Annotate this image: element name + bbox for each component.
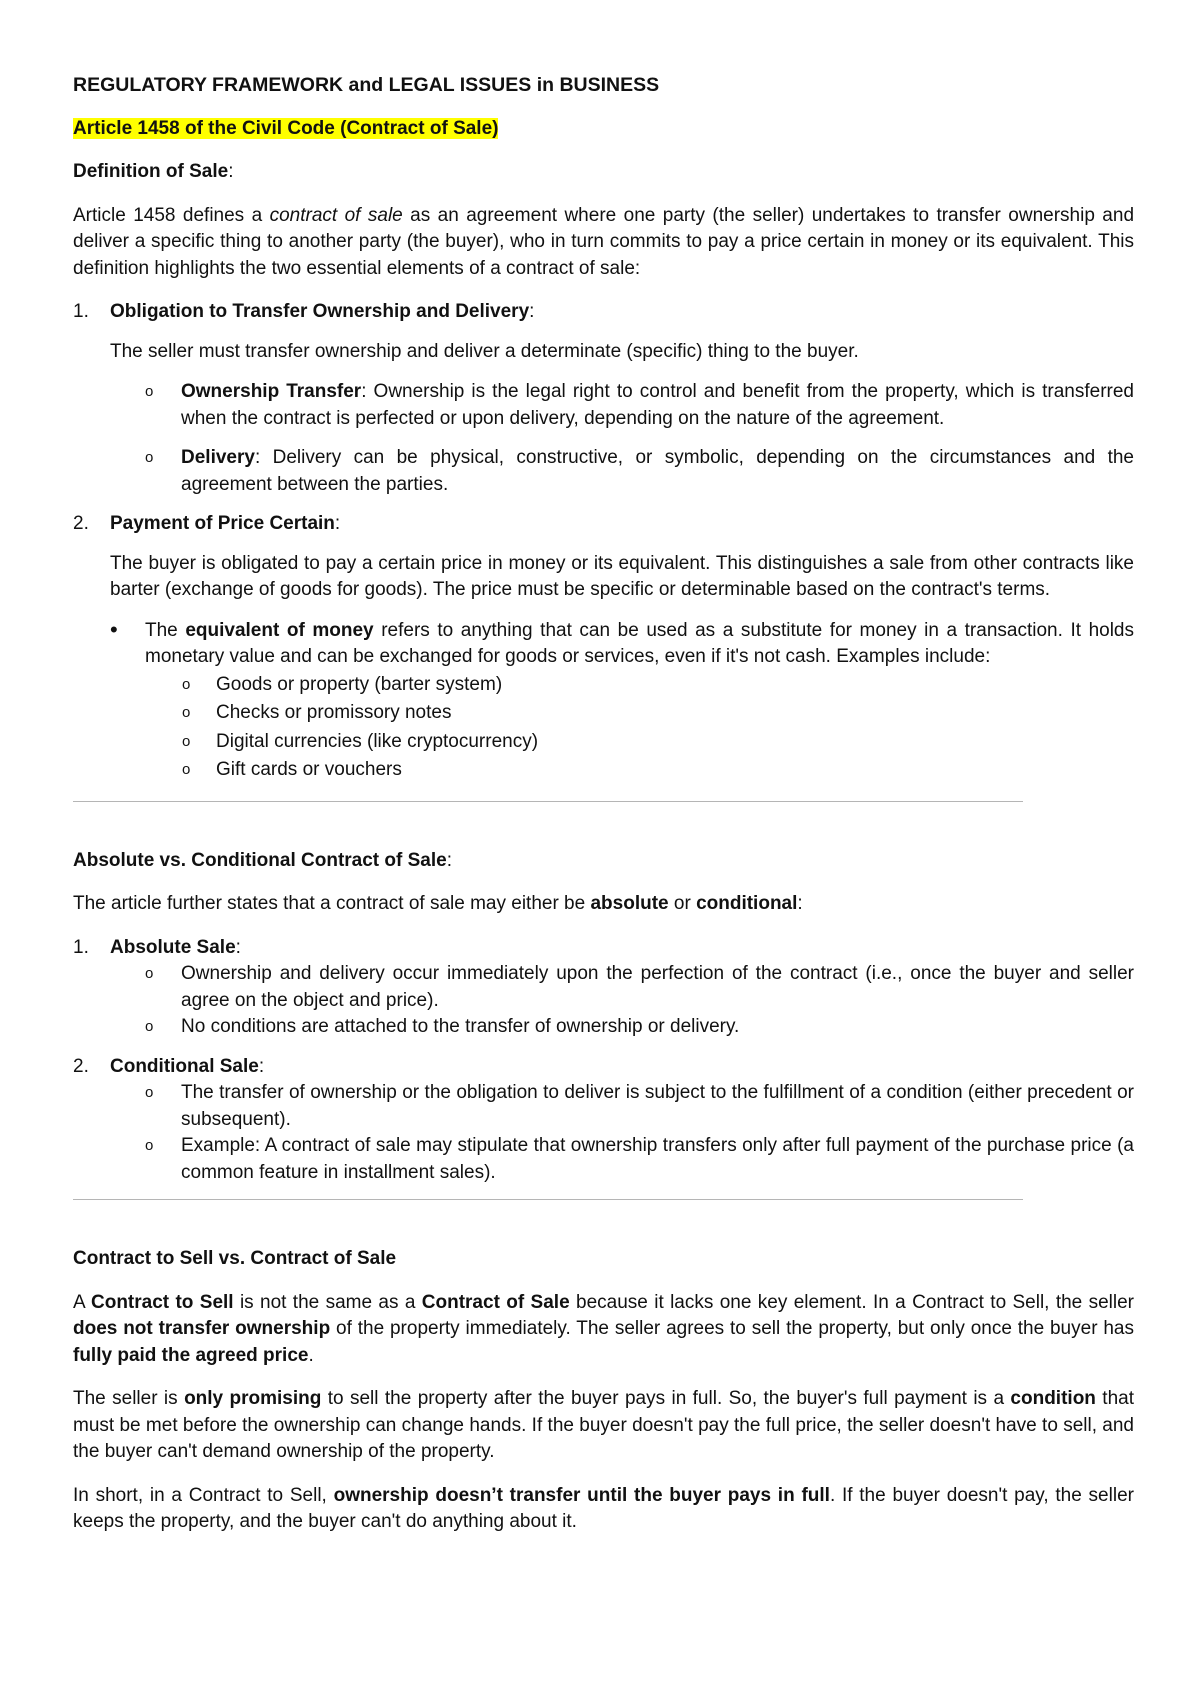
circle-bullet-icon: o	[182, 732, 191, 750]
list-item: o The transfer of ownership or the obligation to deliver is subject to the fulfillment of a condition (either precedent or subsequent).	[73, 1080, 1134, 1133]
element-1-heading: 1. Obligation to Transfer Ownership and Delivery:	[73, 301, 535, 322]
document-title: REGULATORY FRAMEWORK and LEGAL ISSUES in BUSINESS	[73, 74, 660, 96]
circle-bullet-icon: o	[145, 1137, 154, 1154]
highlighted-article-title: Article 1458 of the Civil Code (Contract of Sale)	[73, 117, 499, 139]
absolute-conditional-heading: Absolute vs. Conditional Contract of Sale:	[73, 849, 452, 871]
contract-to-sell-paragraph-2: The seller is only promising to sell the property after the buyer pays in full. So, the buyer's full payment is a condition that must be met before the ownership can change hands. If the buyer doesn't pay the full price, the seller doesn't have to sell, and the buyer can't demand ownership of the property.	[73, 1388, 1134, 1462]
circle-bullet-icon: o	[145, 965, 154, 982]
absolute-conditional-intro: The article further states that a contract of sale may either be absolute or conditional:	[73, 893, 803, 914]
circle-bullet-icon: o	[145, 1018, 154, 1035]
element-2-text: The buyer is obligated to pay a certain price in money or its equivalent. This distinguishes a sale from other contracts like barter (exchange of goods for goods). The price must be specific or determinable based on the contract's terms.	[110, 552, 1134, 600]
list-item: o Ownership and delivery occur immediately upon the perfection of the contract (i.e., once the buyer and seller agree on the object and price).	[73, 961, 1134, 1014]
circle-bullet-icon: o	[145, 383, 154, 400]
list-item: o No conditions are attached to the transfer of ownership or delivery.	[73, 1014, 1134, 1041]
bullet-icon: •	[110, 616, 118, 642]
article-heading	[73, 116, 1134, 143]
circle-bullet-icon: o	[145, 449, 154, 466]
element-2-heading: 2. Payment of Price Certain:	[73, 513, 341, 534]
contract-to-sell-paragraph-3: In short, in a Contract to Sell, ownership doesn’t transfer until the buyer pays in full. If the buyer doesn't pay, the seller keeps the property, and the buyer can't do anything about it.	[73, 1484, 1134, 1532]
list-item: o Ownership Transfer: Ownership is the legal right to control and benefit from the property, which is transferred when the contract is perfected or upon delivery, depending on the nature of the agreement.	[73, 379, 1134, 432]
list-item: o Example: A contract of sale may stipulate that ownership transfers only after full payment of the purchase price (a common feature in installment sales).	[73, 1133, 1134, 1186]
conditional-sale-heading: 2. Conditional Sale:	[73, 1055, 265, 1077]
list-item: o Digital currencies (like cryptocurrency)	[73, 728, 1134, 757]
circle-bullet-icon: o	[145, 1084, 154, 1101]
equivalent-of-money-bullet: • The equivalent of money refers to anything that can be used as a substitute for money in a transaction. It holds monetary value and can be exchanged for goods or services, even if it's not cash. Examples include:	[73, 618, 1134, 671]
definition-paragraph: Article 1458 defines a contract of sale as an agreement where one party (the seller) undertakes to transfer ownership and deliver a specific thing to another party (the buyer), who in turn commits to pay a price certain in money or its equivalent. This definition highlights the two essential elements of a contract of sale:	[73, 204, 1135, 279]
circle-bullet-icon: o	[182, 761, 191, 778]
conditional-sale-block	[73, 1054, 1134, 1187]
absolute-sale-heading: 1. Absolute Sale:	[73, 936, 241, 958]
contract-to-sell-paragraph-1: A Contract to Sell is not the same as a Contract of Sale because it lacks one key element. In a Contract to Sell, the seller does not transfer ownership of the property immediately. The seller agrees to sell the property, but only once the buyer has fully paid the agreed price.	[73, 1291, 1135, 1366]
circle-bullet-icon: o	[182, 704, 191, 721]
definition-heading: Definition of Sale:	[73, 161, 234, 182]
list-item: o Goods or property (barter system)	[73, 671, 1134, 700]
contract-to-sell-heading: Contract to Sell vs. Contract of Sale	[73, 1248, 397, 1269]
absolute-sale-block	[73, 935, 1134, 1041]
list-item: o Delivery: Delivery can be physical, constructive, or symbolic, depending on the circumstances and the agreement between the parties.	[73, 445, 1134, 498]
list-item: o Checks or promissory notes	[73, 699, 1134, 728]
circle-bullet-icon: o	[182, 675, 191, 693]
element-1-text: The seller must transfer ownership and deliver a determinate (specific) thing to the buyer.	[110, 340, 859, 362]
list-item: o Gift cards or vouchers	[73, 756, 1134, 785]
